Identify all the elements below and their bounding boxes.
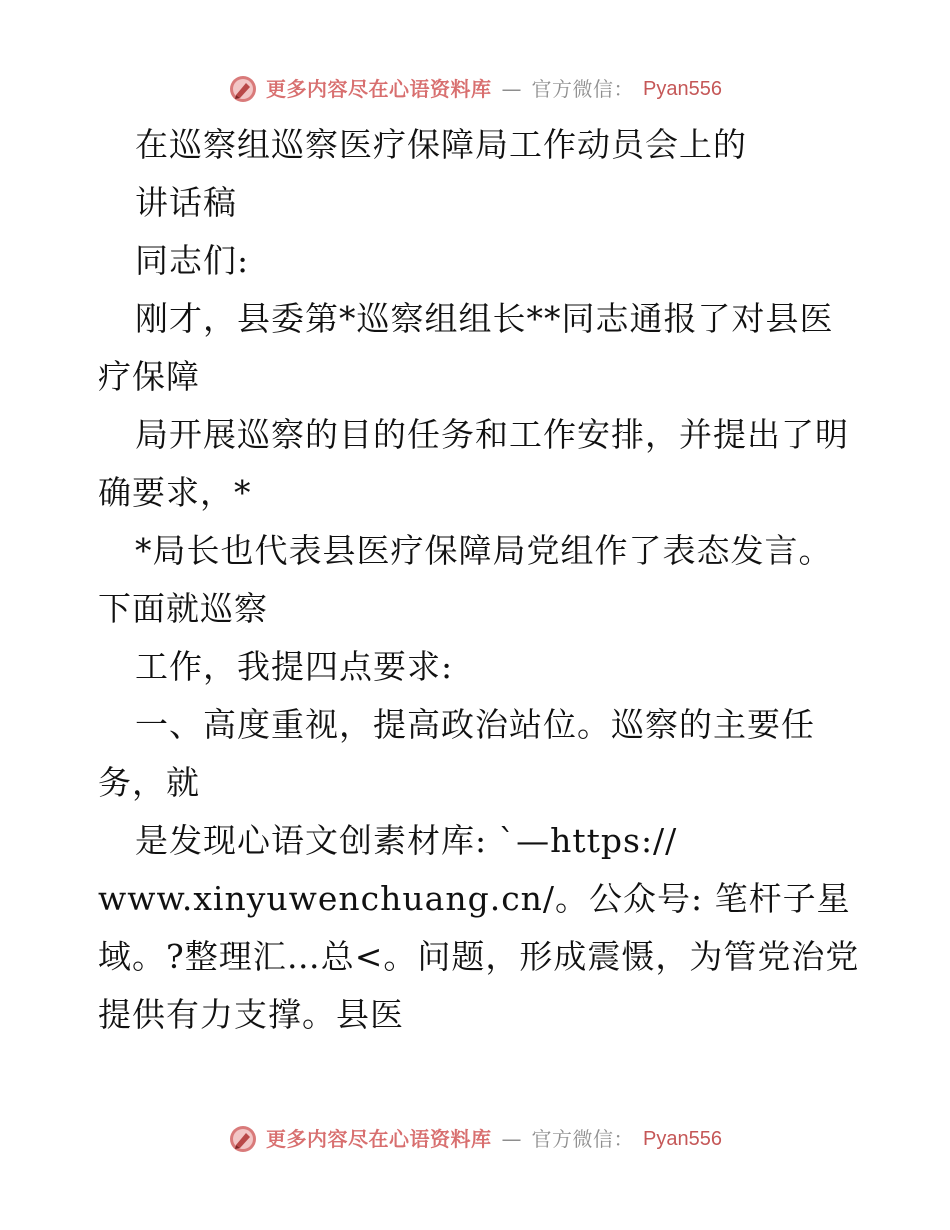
pen-logo-icon [228,1124,258,1154]
paragraph-line-8: 是发现心语文创素材库: `—https:// [135,821,678,860]
paragraph-line-4: 确要求，* [98,473,252,512]
document-title-line-1: 在巡察组巡察医疗保障局工作动员会上的 [135,125,747,164]
salutation: 同志们: [135,241,250,280]
paragraph-line-5: *局长也代表县医疗保障局党组作了表态发言。 [135,531,833,570]
paragraph-line-9: www.xinyuwenchuang.cn/。公众号: 笔杆子星 [98,879,851,918]
watermark-dash: — [501,1127,522,1151]
watermark-wechat-id: Pyan556 [643,1128,722,1150]
watermark-wechat-id: Pyan556 [643,78,722,100]
watermark-main-text: 更多内容尽在心语资料库 [266,77,492,101]
watermark-dash: — [501,77,522,101]
watermark-wechat-label: 官方微信： [531,77,635,101]
paragraph-line-1: 刚才，县委第*巡察组组长**同志通报了对县医 [135,299,834,338]
pen-logo-icon [228,74,258,104]
document-body [98,116,858,1044]
section-heading-line-2: 务，就 [98,763,200,802]
paragraph-line-3: 局开展巡察的目的任务和工作安排，并提出了明 [135,415,849,454]
paragraph-line-10: 域。?整理汇…总<。问题，形成震慑，为管党治党 [98,937,860,976]
paragraph-line-7: 工作，我提四点要求: [135,647,454,686]
top-watermark [0,74,950,104]
paragraph-line-2: 疗保障 [98,357,200,396]
document-title-line-2: 讲话稿 [135,183,237,222]
paragraph-line-6: 下面就巡察 [98,589,268,628]
section-heading-line-1: 一、高度重视，提高政治站位。巡察的主要任 [135,705,815,744]
paragraph-line-11: 提供有力支撑。县医 [98,995,404,1034]
bottom-watermark [0,1124,950,1154]
watermark-main-text: 更多内容尽在心语资料库 [266,1127,492,1151]
watermark-wechat-label: 官方微信： [531,1127,635,1151]
